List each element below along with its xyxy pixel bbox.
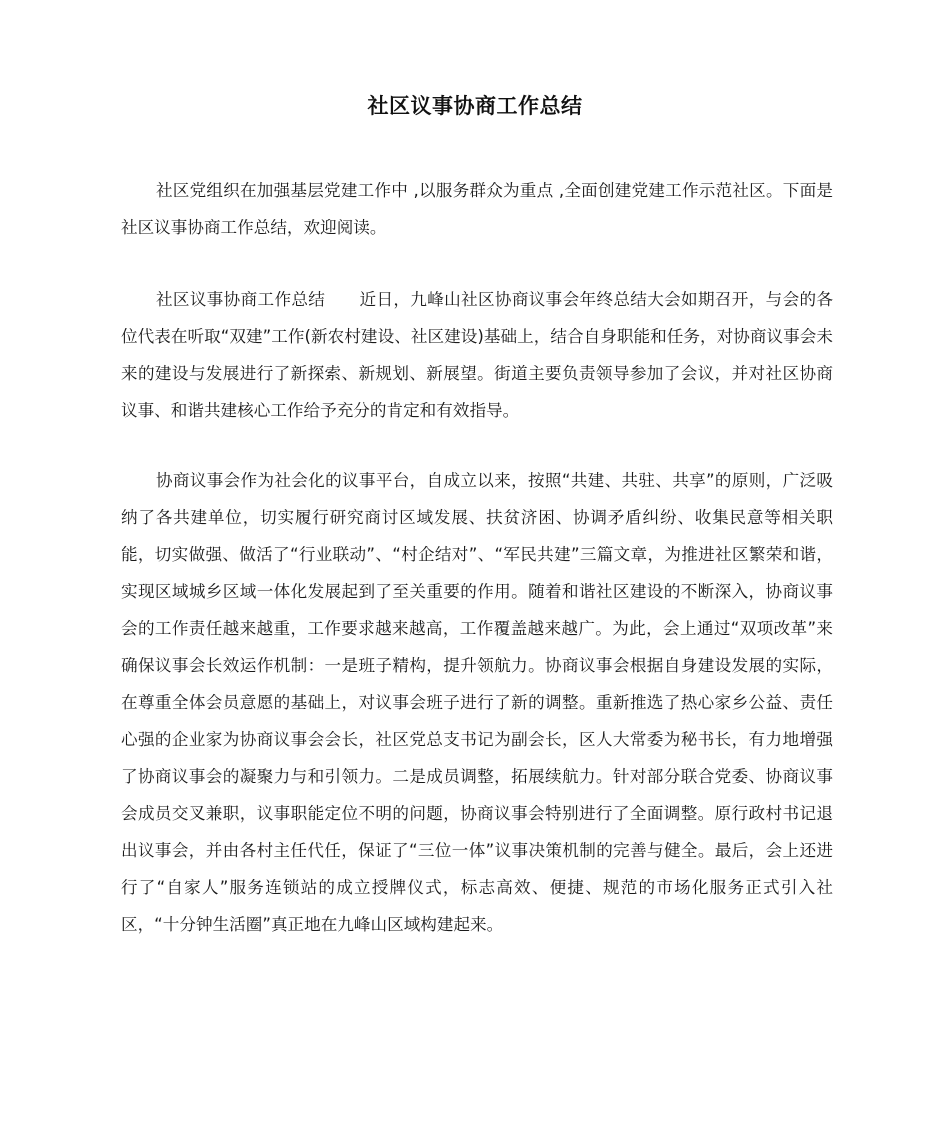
body-paragraph: 协商议事会作为社会化的议事平台，自成立以来，按照“共建、共驻、共享”的原则，广泛吸纳了各共建单位，切实履行研究商讨区域发展、扶贫济困、协调矛盾纠纷、收集民意等相关职能，切实做强、做活了“行业联动”、“村企结对”、“军民共建”三篇文章，为推进社区繁荣和谐，实现区域城乡区域一体化发展起到了至关重要的作用。随着和谐社区建设的不断深入，协商议事会的工作责任越来越重，工作要求越来越高，工作覆盖越来越广。为此，会上通过“双项改革”来确保议事会长效运作机制：一是班子精构，提升领航力。协商议事会根据自身建设发展的实际，在尊重全体会员意愿的基础上，对议事会班子进行了新的调整。重新推选了热心家乡公益、责任心强的企业家为协商议事会会长，社区党总支书记为副会长，区人大常委为秘书长，有力地增强了协商议事会的凝聚力与和引领力。二是成员调整，拓展续航力。针对部分联合党委、协商议事会成员交叉兼职，议事职能定位不明的问题，协商议事会特别进行了全面调整。原行政村书记退出议事会，并由各村主任代任，保证了“三位一体”议事决策机制的完善与健全。最后，会上还进行了“自家人”服务连锁站的成立授牌仪式，标志高效、便捷、规范的市场化服务正式引入社区，“十分钟生活圈”真正地在九峰山区域构建起来。 bbox=[121, 471, 833, 934]
summary-paragraph-text: 近日，九峰山社区协商议事会年终总结大会如期召开，与会的各位代表在听取“双建”工作(新农村建设、社区建设)基础上，结合自身职能和任务，对协商议事会未来的建设与发展进行了新探索、新规划、新展望。街道主要负责领导参加了会议，并对社区协商议事、和谐共建核心工作给予充分的肯定和有效指导。 bbox=[121, 290, 834, 420]
document-title: 社区议事协商工作总结 bbox=[367, 94, 583, 118]
intro-paragraph: 社区党组织在加强基层党建工作中 ,以服务群众为重点 ,全面创建党建工作示范社区。下面是社区议事协商工作总结，欢迎阅读。 bbox=[121, 181, 833, 237]
section-heading: 社区议事协商工作总结 bbox=[156, 290, 326, 309]
summary-paragraph bbox=[121, 281, 833, 429]
